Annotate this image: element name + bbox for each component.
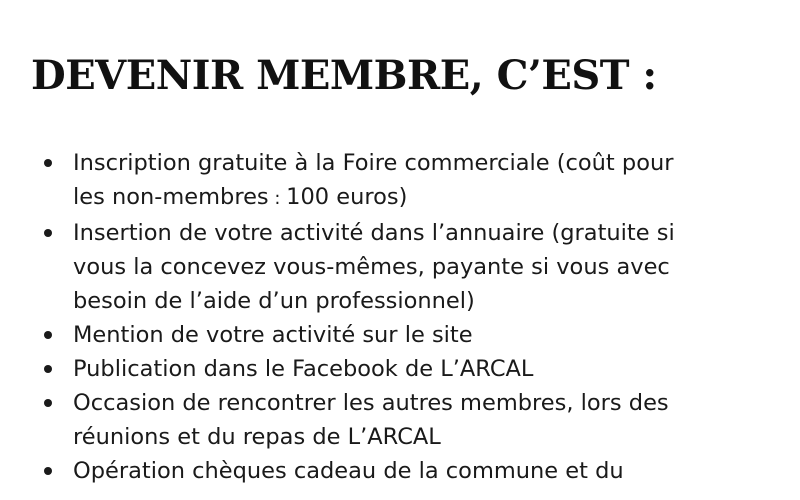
list-item-colon: : <box>268 188 287 209</box>
page-title: DEVENIR MEMBRE, C’EST : <box>31 52 657 99</box>
list-item-text: les non-membres <box>73 184 269 210</box>
bullet-icon <box>44 467 52 475</box>
list-item <box>0 352 773 386</box>
bullet-icon <box>44 399 52 407</box>
list-item <box>0 318 773 352</box>
bullet-icon <box>44 159 52 167</box>
list-item <box>0 216 773 318</box>
bullet-icon <box>44 365 52 373</box>
bullet-icon <box>44 331 52 339</box>
list-item <box>0 146 773 216</box>
list-item-line: Publication dans le Facebook de L’ARCAL <box>73 356 534 382</box>
list-item-line: Mention de votre activité sur le site <box>73 322 473 348</box>
list-item-line: Insertion de votre activité dans l’annuaire (gratuite si <box>73 220 675 246</box>
list-item <box>0 454 773 488</box>
list-item-line: réunions et du repas de L’ARCAL <box>73 424 441 450</box>
list-item-line: besoin de l’aide d’un professionnel) <box>73 288 475 314</box>
list-item-line: Occasion de rencontrer les autres membres, lors des <box>73 390 669 416</box>
list-item-line: Inscription gratuite à la Foire commerciale (coût pour <box>73 150 674 176</box>
list-item-line: Opération chèques cadeau de la commune et du <box>73 458 624 484</box>
benefits-list <box>0 146 800 488</box>
list-item-line: vous la concevez vous-mêmes, payante si vous avec <box>73 254 670 280</box>
bullet-icon <box>44 229 52 237</box>
list-item-text: 100 euros) <box>286 184 408 210</box>
list-item-line <box>73 180 773 216</box>
list-item <box>0 386 773 454</box>
